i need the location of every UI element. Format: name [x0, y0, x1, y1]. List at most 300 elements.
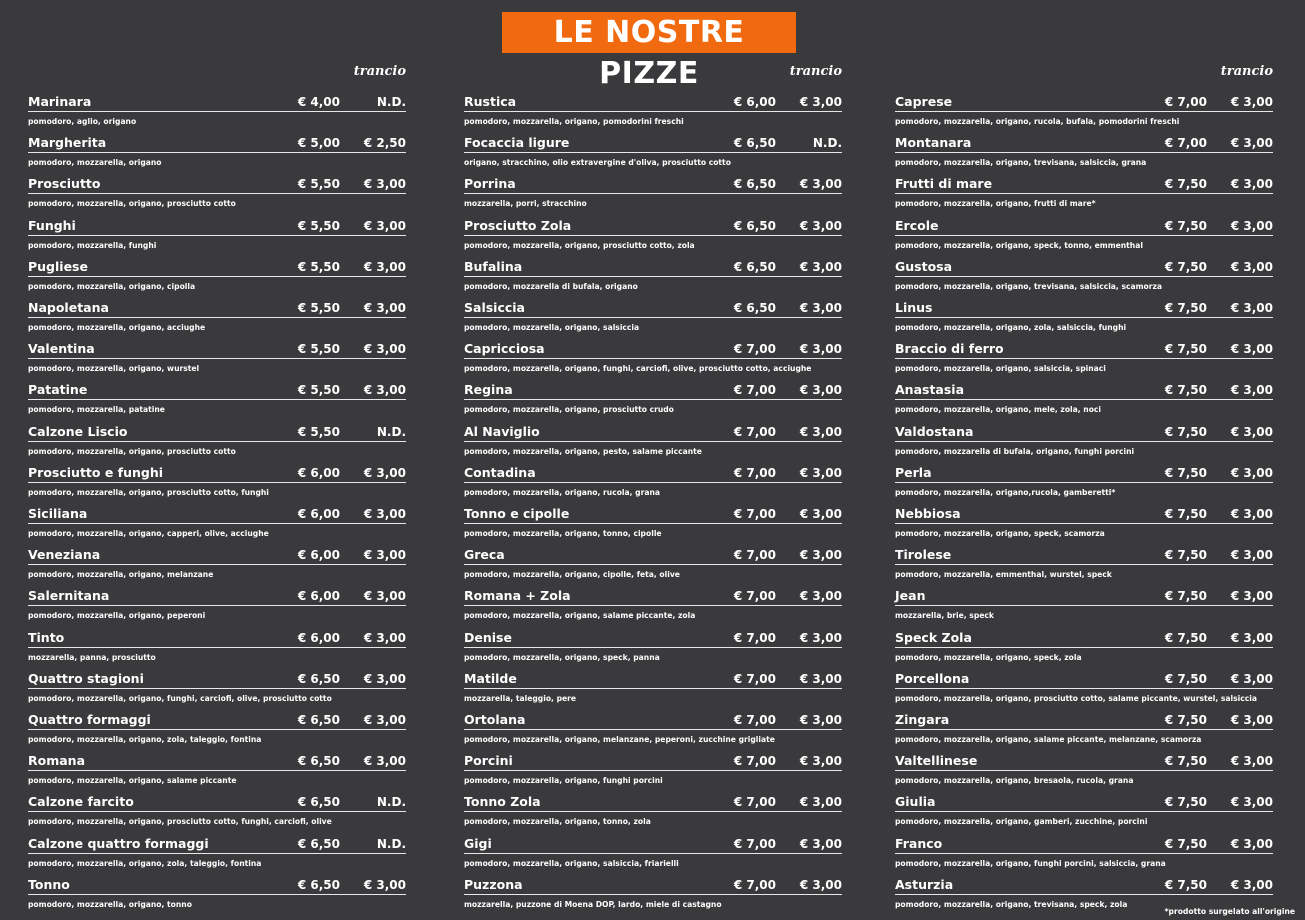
pizza-ingredients: pomodoro, mozzarella, origano, gamberi, zucchine, porcini: [895, 817, 1148, 827]
slice-price: € 2,50: [363, 136, 406, 151]
menu-item-row: [464, 629, 842, 648]
pizza-price: € 6,00: [297, 507, 340, 521]
menu-item: [895, 376, 1273, 416]
menu-item: [28, 788, 406, 828]
pizza-ingredients: pomodoro, mozzarella, origano: [28, 158, 162, 168]
slice-price: € 3,00: [799, 424, 842, 439]
pizza-name: Tonno e cipolle: [464, 506, 570, 521]
slice-price: € 3,00: [799, 259, 842, 274]
pizza-price: € 7,00: [733, 671, 776, 686]
footnote: *prodotto surgelato all'origine: [1164, 907, 1295, 916]
pizza-name: Puzzona: [464, 876, 523, 892]
menu-item-row: [28, 217, 406, 236]
pizza-name: Quattro formaggi: [28, 712, 151, 727]
pizza-price: € 6,50: [297, 713, 340, 727]
pizza-name: Jean: [895, 588, 926, 604]
pizza-price: € 7,00: [733, 589, 776, 604]
menu-item-row: [464, 670, 842, 689]
slice-price: € 3,00: [1230, 95, 1273, 109]
slice-price: € 3,00: [1230, 671, 1273, 686]
pizza-name: Funghi: [28, 217, 76, 233]
pizza-ingredients: pomodoro, mozzarella, origano, prosciutto crudo: [464, 405, 674, 415]
pizza-ingredients: pomodoro, mozzarella, origano, speck, tonno, emmenthal: [895, 240, 1143, 250]
pizza-ingredients: pomodoro, mozzarella, origano, capperi, olive, acciughe: [28, 529, 269, 538]
menu-item-row: [464, 423, 842, 442]
pizza-name: Salernitana: [28, 588, 110, 604]
menu-item: [28, 253, 406, 293]
menu-item: [464, 747, 842, 787]
menu-item: [464, 665, 842, 705]
pizza-name: Greca: [464, 547, 505, 563]
menu-item-row: [895, 258, 1273, 277]
pizza-name: Al Naviglio: [464, 423, 540, 439]
menu-item: [895, 500, 1273, 540]
slice-price: € 3,00: [799, 630, 842, 645]
slice-price: € 3,00: [799, 795, 842, 810]
pizza-ingredients: mozzarella, taleggio, pere: [464, 693, 577, 703]
pizza-name: Anastasia: [895, 382, 965, 398]
menu-item: [895, 541, 1273, 581]
pizza-ingredients: pomodoro, mozzarella, origano, funghi porcini: [464, 776, 663, 786]
slice-price: € 3,00: [363, 589, 406, 604]
menu-item-row: [895, 793, 1273, 812]
pizza-name: Tinto: [28, 629, 65, 645]
pizza-ingredients: pomodoro, mozzarella, origano, pomodorini freschi: [464, 117, 684, 126]
pizza-name: Regina: [464, 382, 513, 398]
menu-item-row: [464, 793, 842, 812]
menu-item-row: [28, 835, 406, 854]
slice-price: € 3,00: [363, 465, 406, 480]
menu-item: [28, 871, 406, 911]
pizza-ingredients: mozzarella, brie, speck: [895, 611, 994, 621]
pizza-name: Valtellinese: [895, 753, 978, 769]
menu-item-row: [895, 835, 1273, 854]
slice-price: € 3,00: [799, 218, 842, 233]
slice-price: € 3,00: [799, 177, 842, 192]
pizza-ingredients: pomodoro, mozzarella, origano, prosciutto cotto, funghi, carciofi, olive: [28, 817, 332, 827]
menu-item-row: [28, 258, 406, 277]
pizza-ingredients: pomodoro, mozzarella, origano, prosciutto cotto: [28, 446, 236, 456]
menu-item: [28, 747, 406, 787]
pizza-ingredients: pomodoro, mozzarella, origano, speck, zola: [895, 652, 1082, 662]
slice-price: € 3,00: [1230, 507, 1273, 521]
menu-item: [28, 294, 406, 334]
pizza-ingredients: pomodoro, mozzarella, origano, wurstel: [28, 364, 200, 374]
pizza-name: Marinara: [28, 94, 92, 109]
menu-item-row: [28, 340, 406, 359]
trancio-header: trancio: [789, 64, 842, 79]
pizza-price: € 6,00: [297, 589, 340, 604]
pizza-price: € 7,00: [1164, 136, 1207, 151]
pizza-ingredients: pomodoro, mozzarella, origano, rucola, bufala, pomodorini freschi: [895, 117, 1180, 126]
pizza-ingredients: pomodoro, mozzarella, origano, cipolle, feta, olive: [464, 570, 680, 580]
slice-price: € 3,00: [363, 671, 406, 686]
pizza-ingredients: pomodoro, mozzarella, origano, cipolla: [28, 281, 196, 291]
menu-item: [464, 830, 842, 870]
pizza-name: Montanara: [895, 135, 972, 151]
pizza-price: € 7,50: [1164, 713, 1207, 727]
pizza-name: Prosciutto: [28, 176, 101, 192]
menu-item: [464, 170, 842, 210]
pizza-name: Veneziana: [28, 547, 101, 563]
menu-item-row: [28, 546, 406, 565]
menu-item-row: [895, 340, 1273, 359]
pizza-price: € 6,50: [297, 795, 340, 810]
pizza-name: Calzone quattro formaggi: [28, 835, 209, 851]
slice-price: N.D.: [812, 136, 842, 151]
pizza-price: € 5,50: [297, 301, 340, 315]
slice-price: € 3,00: [363, 507, 406, 521]
menu-item: [464, 459, 842, 499]
pizza-name: Bufalina: [464, 258, 523, 274]
pizza-name: Frutti di mare: [895, 176, 993, 192]
pizza-ingredients: pomodoro, mozzarella, origano, trevisana, speck, zola: [895, 899, 1128, 909]
pizza-name: Valentina: [28, 341, 95, 357]
slice-price: € 3,00: [799, 507, 842, 521]
pizza-ingredients: pomodoro, mozzarella, origano, salame piccante, zola: [464, 611, 696, 621]
pizza-price: € 6,50: [733, 218, 776, 233]
slice-price: € 3,00: [799, 671, 842, 686]
menu-item: [28, 665, 406, 705]
pizza-ingredients: pomodoro, mozzarella, origano, salsiccia: [464, 323, 640, 332]
menu-item-row: [464, 217, 842, 236]
pizza-ingredients: pomodoro, mozzarella, origano, funghi, carciofi, olive, prosciutto cotto: [28, 693, 332, 703]
menu-item-row: [28, 629, 406, 648]
pizza-name: Caprese: [895, 94, 953, 109]
pizza-ingredients: pomodoro, mozzarella, patatine: [28, 405, 165, 415]
pizza-name: Tirolese: [895, 547, 952, 563]
slice-price: € 3,00: [363, 383, 406, 398]
pizza-price: € 7,50: [1164, 259, 1207, 274]
pizza-name: Margherita: [28, 135, 107, 151]
menu-item: [28, 129, 406, 169]
slice-price: € 3,00: [799, 589, 842, 604]
menu-item-row: [895, 711, 1273, 730]
menu-item-row: [28, 876, 406, 895]
pizza-price: € 7,50: [1164, 465, 1207, 480]
pizza-name: Gustosa: [895, 258, 953, 274]
slice-price: N.D.: [376, 795, 406, 810]
pizza-ingredients: pomodoro, mozzarella, origano, frutti di mare*: [895, 199, 1096, 209]
pizza-name: Perla: [895, 464, 932, 480]
slice-price: € 3,00: [799, 548, 842, 563]
pizza-name: Capricciosa: [464, 341, 545, 357]
pizza-price: € 5,00: [297, 136, 340, 151]
menu-item: [464, 418, 842, 458]
pizza-ingredients: pomodoro, mozzarella, origano, rucola, grana: [464, 487, 661, 497]
menu-item: [28, 830, 406, 870]
pizza-ingredients: pomodoro, mozzarella, origano, speck, panna: [464, 652, 660, 662]
menu-item: [464, 212, 842, 252]
pizza-ingredients: pomodoro, mozzarella, origano, salame piccante: [28, 776, 237, 786]
pizza-price: € 7,50: [1164, 301, 1207, 315]
slice-price: € 3,00: [1230, 548, 1273, 563]
slice-price: € 3,00: [1230, 713, 1273, 727]
pizza-ingredients: pomodoro, mozzarella, origano, trevisana, salsiccia, scamorza: [895, 281, 1163, 291]
pizza-ingredients: pomodoro, mozzarella di bufala, origano, funghi porcini: [895, 446, 1135, 456]
menu-item: [464, 624, 842, 664]
menu-item-row: [464, 93, 842, 112]
pizza-name: Tonno: [28, 876, 70, 892]
slice-price: € 3,00: [1230, 589, 1273, 604]
menu-item: [895, 294, 1273, 334]
slice-price: € 3,00: [799, 301, 842, 315]
pizza-name: Rustica: [464, 94, 517, 109]
menu-item-row: [28, 175, 406, 194]
pizza-name: Franco: [895, 835, 943, 851]
pizza-price: € 7,50: [1164, 630, 1207, 645]
menu-item-row: [28, 670, 406, 689]
pizza-ingredients: pomodoro, mozzarella, origano, mele, zola, noci: [895, 405, 1102, 415]
pizza-name: Porcini: [464, 753, 513, 769]
pizza-ingredients: pomodoro, mozzarella, origano, tonno: [28, 899, 192, 909]
pizza-price: € 7,00: [733, 507, 776, 521]
menu-item: [464, 541, 842, 581]
pizza-price: € 7,50: [1164, 507, 1207, 521]
menu-item: [895, 335, 1273, 375]
pizza-ingredients: pomodoro, mozzarella, origano,rucola, gamberetti*: [895, 487, 1116, 497]
menu-item-row: [895, 93, 1273, 112]
menu-item: [895, 747, 1273, 787]
pizza-ingredients: pomodoro, mozzarella, origano, salame piccante, melanzane, scamorza: [895, 735, 1202, 744]
pizza-price: € 7,50: [1164, 218, 1207, 233]
slice-price: € 3,00: [1230, 383, 1273, 398]
pizza-ingredients: pomodoro, mozzarella, origano, prosciutto cotto, zola: [464, 240, 695, 250]
slice-price: € 3,00: [1230, 424, 1273, 439]
pizza-ingredients: pomodoro, mozzarella, origano, prosciutto cotto, funghi: [28, 487, 269, 497]
menu-item-row: [28, 505, 406, 524]
pizza-ingredients: pomodoro, mozzarella di bufala, origano: [464, 281, 638, 291]
pizza-price: € 7,50: [1164, 795, 1207, 810]
pizza-name: Speck Zola: [895, 629, 972, 645]
pizza-price: € 6,00: [297, 630, 340, 645]
menu-item: [28, 335, 406, 375]
menu-item-row: [464, 258, 842, 277]
pizza-ingredients: pomodoro, mozzarella, origano, salsiccia, friarielli: [464, 858, 679, 868]
pizza-price: € 6,00: [297, 548, 340, 563]
pizza-name: Denise: [464, 629, 512, 645]
menu-item-row: [464, 381, 842, 400]
menu-item: [895, 706, 1273, 746]
pizza-name: Calzone farcito: [28, 794, 134, 810]
pizza-name: Romana: [28, 753, 86, 769]
pizza-ingredients: mozzarella, puzzone di Moena DOP, lardo, miele di castagno: [464, 899, 722, 909]
pizza-name: Matilde: [464, 670, 517, 686]
menu-item-row: [895, 217, 1273, 236]
pizza-ingredients: pomodoro, mozzarella, origano, bresaola, rucola, grana: [895, 776, 1134, 786]
pizza-name: Calzone Liscio: [28, 423, 128, 439]
pizza-price: € 6,00: [733, 95, 776, 109]
menu-item: [28, 624, 406, 664]
menu-item-row: [895, 752, 1273, 771]
pizza-price: € 6,50: [297, 877, 340, 892]
trancio-header: trancio: [353, 64, 406, 79]
pizza-name: Porcellona: [895, 670, 970, 686]
pizza-name: Giulia: [895, 794, 936, 810]
slice-price: N.D.: [376, 424, 406, 439]
pizza-price: € 7,00: [733, 877, 776, 892]
slice-price: € 3,00: [363, 877, 406, 892]
menu-item-row: [464, 876, 842, 895]
slice-price: € 3,00: [363, 218, 406, 233]
pizza-ingredients: pomodoro, aglio, origano: [28, 117, 137, 126]
pizza-name: Porrina: [464, 176, 516, 192]
pizza-ingredients: pomodoro, mozzarella, origano, salsiccia, spinaci: [895, 364, 1106, 374]
pizza-price: € 7,00: [733, 713, 776, 727]
slice-price: € 3,00: [363, 177, 406, 192]
pizza-ingredients: pomodoro, mozzarella, origano, tonno, zola: [464, 817, 651, 827]
menu-item-row: [464, 299, 842, 318]
menu-item: [464, 788, 842, 828]
slice-price: € 3,00: [1230, 795, 1273, 810]
slice-price: N.D.: [376, 836, 406, 851]
pizza-price: € 7,50: [1164, 548, 1207, 563]
menu-item-row: [464, 546, 842, 565]
pizza-price: € 7,00: [733, 754, 776, 769]
pizza-price: € 7,00: [733, 342, 776, 357]
pizza-name: Romana + Zola: [464, 588, 571, 604]
menu-item: [28, 500, 406, 540]
pizza-price: € 5,50: [297, 383, 340, 398]
pizza-name: Quattro stagioni: [28, 670, 144, 686]
menu-item-row: [895, 423, 1273, 442]
menu-item-row: [895, 876, 1273, 895]
slice-price: € 3,00: [1230, 136, 1273, 151]
menu-item: [464, 294, 842, 334]
menu-item: [895, 459, 1273, 499]
pizza-ingredients: origano, stracchino, olio extravergine d'oliva, prosciutto cotto: [464, 158, 731, 168]
pizza-ingredients: pomodoro, mozzarella, origano, melanzane: [28, 570, 214, 580]
pizza-price: € 7,00: [733, 836, 776, 851]
slice-price: € 3,00: [799, 95, 842, 109]
slice-price: € 3,00: [363, 342, 406, 357]
pizza-ingredients: pomodoro, mozzarella, origano, funghi, carciofi, olive, prosciutto cotto, acciughe: [464, 364, 812, 374]
slice-price: € 3,00: [1230, 342, 1273, 357]
menu-item-row: [895, 629, 1273, 648]
pizza-ingredients: mozzarella, panna, prosciutto: [28, 652, 156, 662]
pizza-ingredients: pomodoro, mozzarella, origano, speck, scamorza: [895, 529, 1105, 538]
menu-item: [464, 253, 842, 293]
menu-item-row: [464, 752, 842, 771]
pizza-price: € 7,00: [733, 548, 776, 563]
slice-price: € 3,00: [799, 754, 842, 769]
slice-price: € 3,00: [1230, 301, 1273, 315]
slice-price: € 3,00: [363, 301, 406, 315]
pizza-ingredients: pomodoro, mozzarella, origano, melanzane, peperoni, zucchine grigliate: [464, 735, 775, 744]
slice-price: € 3,00: [363, 630, 406, 645]
pizza-price: € 7,00: [733, 630, 776, 645]
pizza-name: Contadina: [464, 464, 536, 480]
pizza-price: € 7,50: [1164, 877, 1207, 892]
slice-price: € 3,00: [799, 836, 842, 851]
slice-price: € 3,00: [363, 754, 406, 769]
pizza-price: € 5,50: [297, 218, 340, 233]
menu-item: [28, 706, 406, 746]
slice-price: € 3,00: [1230, 177, 1273, 192]
pizza-price: € 6,50: [297, 671, 340, 686]
pizza-ingredients: pomodoro, mozzarella, emmenthal, wurstel, speck: [895, 570, 1112, 580]
slice-price: N.D.: [376, 95, 406, 109]
menu-item-row: [895, 175, 1273, 194]
menu-item-row: [895, 381, 1273, 400]
pizza-name: Nebbiosa: [895, 506, 961, 521]
pizza-price: € 7,50: [1164, 424, 1207, 439]
pizza-name: Asturzia: [895, 876, 954, 892]
pizza-price: € 6,00: [297, 465, 340, 480]
pizza-price: € 5,50: [297, 259, 340, 274]
menu-item: [895, 665, 1273, 705]
pizza-price: € 7,50: [1164, 342, 1207, 357]
pizza-price: € 7,00: [733, 795, 776, 810]
slice-price: € 3,00: [1230, 259, 1273, 274]
menu-item-row: [28, 752, 406, 771]
slice-price: € 3,00: [1230, 877, 1273, 892]
menu-item: [464, 582, 842, 622]
pizza-ingredients: mozzarella, porri, stracchino: [464, 199, 587, 209]
pizza-price: € 5,50: [297, 177, 340, 192]
pizza-price: € 7,50: [1164, 754, 1207, 769]
pizza-name: Ercole: [895, 217, 939, 233]
pizza-ingredients: pomodoro, mozzarella, origano, pesto, salame piccante: [464, 446, 702, 456]
pizza-name: Patatine: [28, 382, 88, 398]
pizza-price: € 6,50: [733, 301, 776, 315]
menu-item-row: [28, 134, 406, 153]
menu-item-row: [895, 299, 1273, 318]
menu-item-row: [895, 587, 1273, 606]
menu-item: [895, 253, 1273, 293]
pizza-price: € 7,50: [1164, 836, 1207, 851]
menu-item-row: [464, 464, 842, 483]
menu-item: [895, 418, 1273, 458]
pizza-ingredients: pomodoro, mozzarella, origano, funghi porcini, salsiccia, grana: [895, 858, 1166, 868]
menu-item-row: [895, 546, 1273, 565]
menu-item: [895, 788, 1273, 828]
menu-item-row: [464, 175, 842, 194]
slice-price: € 3,00: [1230, 465, 1273, 480]
pizza-price: € 7,00: [733, 465, 776, 480]
pizza-price: € 6,50: [733, 136, 776, 151]
menu-item: [895, 129, 1273, 169]
pizza-price: € 6,50: [297, 754, 340, 769]
pizza-ingredients: pomodoro, mozzarella, origano, prosciutto cotto: [28, 199, 236, 209]
pizza-ingredients: pomodoro, mozzarella, origano, acciughe: [28, 323, 206, 332]
pizza-price: € 5,50: [297, 342, 340, 357]
menu-item-row: [28, 93, 406, 112]
menu-item: [895, 212, 1273, 252]
pizza-price: € 6,50: [733, 177, 776, 192]
menu-item-row: [28, 587, 406, 606]
pizza-name: Linus: [895, 300, 933, 315]
menu-item: [464, 871, 842, 911]
slice-price: € 3,00: [363, 259, 406, 274]
pizza-name: Valdostana: [895, 423, 974, 439]
pizza-name: Prosciutto e funghi: [28, 464, 164, 480]
pizza-price: € 7,50: [1164, 589, 1207, 604]
menu-item: [895, 582, 1273, 622]
menu-item: [28, 582, 406, 622]
pizza-name: Pugliese: [28, 258, 88, 274]
menu-item-row: [895, 134, 1273, 153]
menu-item: [464, 500, 842, 540]
menu-item: [28, 212, 406, 252]
slice-price: € 3,00: [799, 465, 842, 480]
menu-item-row: [895, 670, 1273, 689]
pizza-name: Siciliana: [28, 506, 88, 521]
slice-price: € 3,00: [799, 383, 842, 398]
slice-price: € 3,00: [799, 342, 842, 357]
pizza-price: € 4,00: [297, 95, 340, 109]
menu-item: [464, 88, 842, 128]
